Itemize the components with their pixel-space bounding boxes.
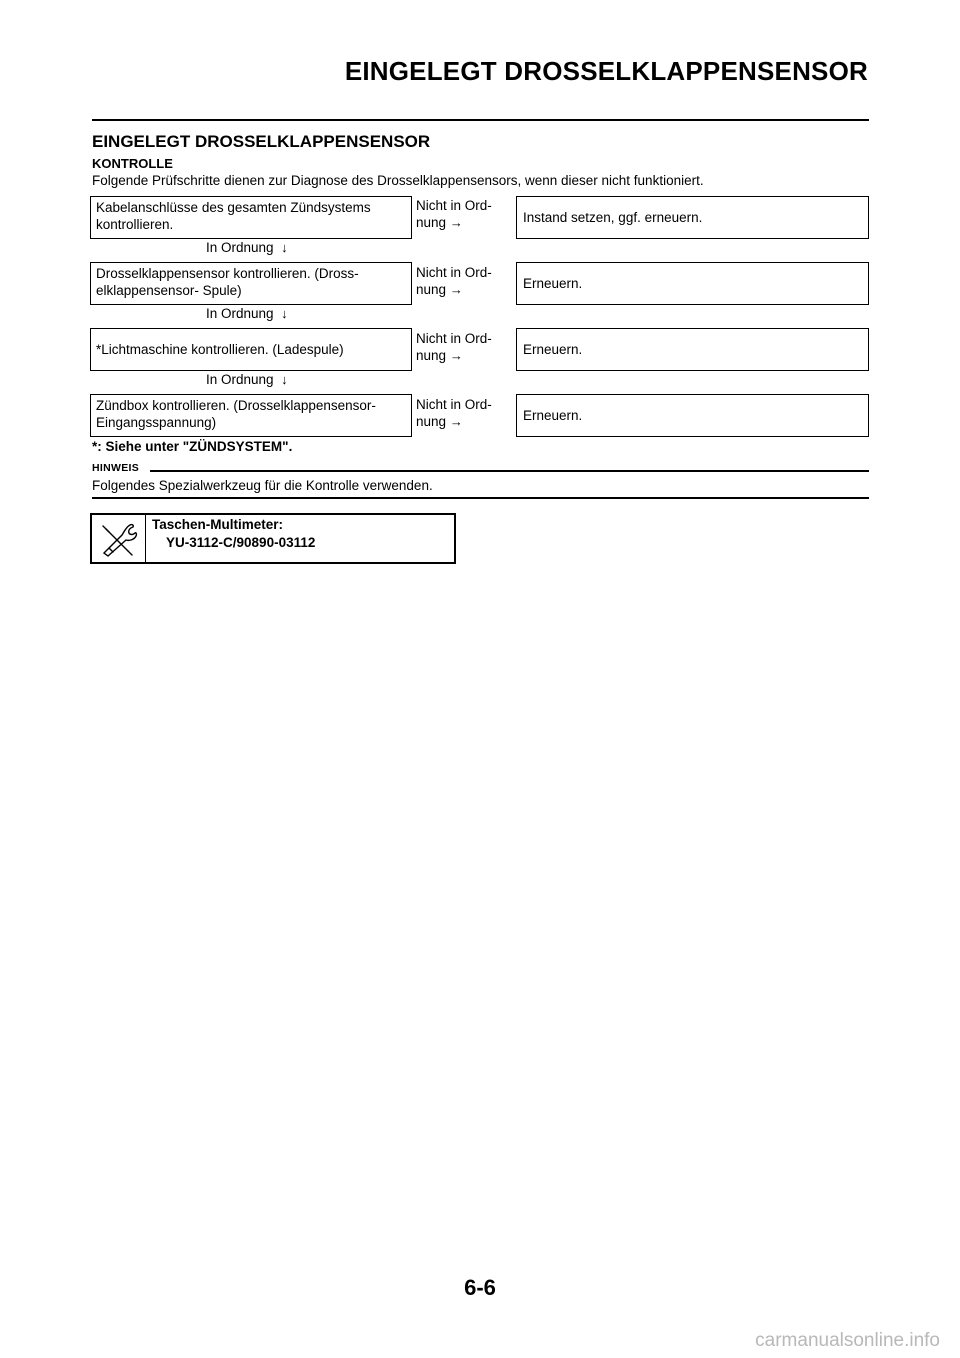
ok-label-2 — [206, 306, 288, 321]
result-3-text: Erneuern. — [523, 342, 583, 357]
not-ok-4-line-1: Nicht in Ord- — [416, 397, 492, 412]
result-4-text: Erneuern. — [523, 408, 583, 423]
step-box-2 — [90, 262, 412, 305]
result-1-text: Instand setzen, ggf. erneuern. — [523, 210, 703, 225]
result-box-4 — [516, 394, 869, 437]
hinweis-top-rule — [150, 470, 869, 472]
not-ok-2-line-2: nung — [416, 282, 447, 297]
not-ok-3-line-2: nung — [416, 348, 447, 363]
step-2-line-1: Drosselklappensensor kontrollieren. (Dross- — [96, 266, 359, 281]
special-tool-box — [90, 513, 456, 564]
page-number: 6-6 — [464, 1275, 496, 1300]
down-arrow-icon: ↓ — [281, 240, 288, 255]
step-1-line-2: kontrollieren. — [96, 217, 174, 232]
not-ok-3-line-1: Nicht in Ord- — [416, 331, 492, 346]
down-arrow-icon: ↓ — [281, 372, 288, 387]
footnote: *: Siehe unter "ZÜNDSYSTEM". — [92, 439, 293, 454]
ok-2-text: In Ordnung — [206, 306, 274, 321]
right-arrow-icon: → — [449, 348, 463, 363]
section-title: EINGELEGT DROSSELKLAPPENSENSOR — [92, 132, 431, 151]
page-header-title: EINGELEGT DROSSELKLAPPENSENSOR — [344, 56, 868, 86]
not-ok-label-3 — [416, 330, 492, 364]
intro-text: Folgende Prüfschritte dienen zur Diagnose des Drosselklappensensors, wenn dieser nicht funktioniert. — [92, 173, 704, 188]
not-ok-label-4 — [416, 396, 492, 430]
step-4-line-2: Eingangsspannung) — [96, 415, 217, 430]
step-box-4 — [90, 394, 412, 437]
right-arrow-icon: → — [449, 215, 463, 230]
step-4-line-1: Zündbox kontrollieren. (Drosselklappensensor- — [96, 398, 376, 413]
step-box-3 — [90, 328, 412, 371]
down-arrow-icon: ↓ — [281, 306, 288, 321]
not-ok-2-line-1: Nicht in Ord- — [416, 265, 492, 280]
not-ok-1-line-1: Nicht in Ord- — [416, 198, 492, 213]
header-rule — [92, 119, 869, 121]
result-box-1 — [516, 196, 869, 239]
result-2-text: Erneuern. — [523, 276, 583, 291]
hinweis-bottom-rule — [92, 497, 869, 499]
not-ok-4-line-2: nung — [416, 414, 447, 429]
tool-name: Taschen-Multimeter: — [152, 517, 284, 532]
step-3-line-1: *Lichtmaschine kontrollieren. (Ladespule) — [96, 342, 344, 357]
result-box-3 — [516, 328, 869, 371]
right-arrow-icon: → — [449, 282, 463, 297]
not-ok-label-1 — [416, 197, 492, 231]
right-arrow-icon: → — [449, 414, 463, 429]
ok-1-text: In Ordnung — [206, 240, 274, 255]
special-tool-icon — [92, 515, 144, 562]
ok-3-text: In Ordnung — [206, 372, 274, 387]
result-box-2 — [516, 262, 869, 305]
step-2-line-2: elklappensensor- Spule) — [96, 283, 242, 298]
not-ok-label-2 — [416, 264, 492, 298]
hinweis-label: HINWEIS — [92, 462, 140, 474]
ok-label-1 — [206, 240, 288, 255]
hinweis-text: Folgendes Spezialwerkzeug für die Kontrolle verwenden. — [92, 478, 433, 493]
tool-part-number: YU-3112-C/90890-03112 — [166, 535, 316, 550]
not-ok-1-line-2: nung — [416, 215, 447, 230]
tool-icon-cell — [92, 515, 146, 562]
step-1-line-1: Kabelanschlüsse des gesamten Zündsystems — [96, 200, 371, 215]
step-box-1 — [90, 196, 412, 239]
subsection-title: KONTROLLE — [92, 156, 173, 171]
ok-label-3 — [206, 372, 288, 387]
watermark: carmanualsonline.info — [755, 1330, 940, 1351]
